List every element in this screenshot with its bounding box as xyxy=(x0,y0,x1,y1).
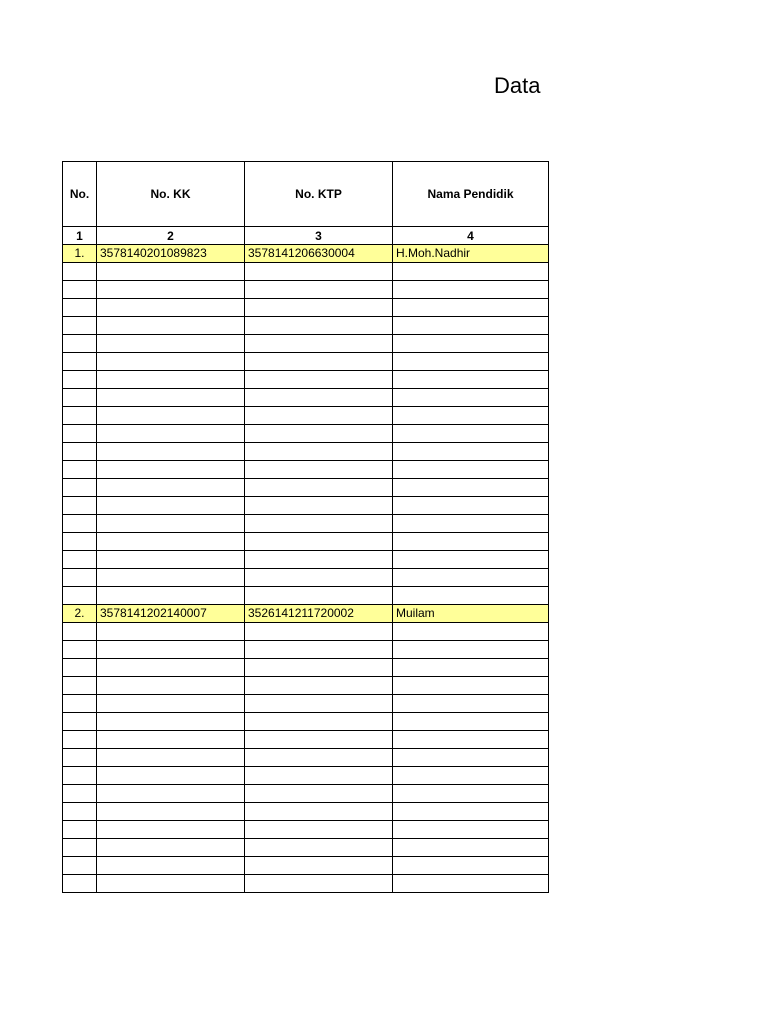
ktp-cell xyxy=(245,551,393,569)
ktp-cell xyxy=(245,281,393,299)
table-row xyxy=(63,281,549,299)
nama-cell xyxy=(393,371,549,389)
ktp-cell xyxy=(245,857,393,875)
ktp-cell xyxy=(245,821,393,839)
kk-cell xyxy=(97,695,245,713)
nama-cell xyxy=(393,353,549,371)
ktp-cell xyxy=(245,677,393,695)
table-row xyxy=(63,515,549,533)
row-number-cell xyxy=(63,353,97,371)
ktp-cell xyxy=(245,749,393,767)
nama-cell xyxy=(393,497,549,515)
row-number-cell xyxy=(63,479,97,497)
row-number-cell xyxy=(63,731,97,749)
kk-cell xyxy=(97,677,245,695)
table-row xyxy=(63,479,549,497)
kk-cell xyxy=(97,533,245,551)
table-row xyxy=(63,551,549,569)
kk-cell xyxy=(97,821,245,839)
ktp-cell xyxy=(245,317,393,335)
nama-cell xyxy=(393,803,549,821)
row-number-cell xyxy=(63,677,97,695)
nama-cell xyxy=(393,281,549,299)
ktp-cell xyxy=(245,299,393,317)
ktp-cell xyxy=(245,785,393,803)
column-number: 3 xyxy=(245,227,393,245)
nama-cell xyxy=(393,533,549,551)
row-number-cell xyxy=(63,659,97,677)
kk-cell xyxy=(97,353,245,371)
row-number-cell xyxy=(63,587,97,605)
header-no-kk: No. KK xyxy=(97,162,245,227)
table-row xyxy=(63,839,549,857)
row-number-cell xyxy=(63,785,97,803)
table-row xyxy=(63,677,549,695)
table-row xyxy=(63,371,549,389)
kk-cell xyxy=(97,299,245,317)
row-number-cell xyxy=(63,875,97,893)
kk-cell xyxy=(97,713,245,731)
table-row xyxy=(63,299,549,317)
ktp-cell xyxy=(245,731,393,749)
nama-cell xyxy=(393,785,549,803)
row-number-cell xyxy=(63,695,97,713)
row-number-cell xyxy=(63,569,97,587)
ktp-cell xyxy=(245,497,393,515)
kk-cell xyxy=(97,515,245,533)
kk-cell xyxy=(97,425,245,443)
ktp-cell xyxy=(245,353,393,371)
page-title: Data xyxy=(494,73,541,98)
kk-cell xyxy=(97,587,245,605)
nama-cell xyxy=(393,695,549,713)
row-number-cell xyxy=(63,299,97,317)
ktp-cell xyxy=(245,479,393,497)
kk-cell xyxy=(97,443,245,461)
nama-cell xyxy=(393,623,549,641)
table-row xyxy=(63,263,549,281)
ktp-cell xyxy=(245,641,393,659)
nama-cell xyxy=(393,299,549,317)
nama-cell xyxy=(393,659,549,677)
nama-cell xyxy=(393,425,549,443)
table-row xyxy=(63,425,549,443)
kk-cell xyxy=(97,785,245,803)
nama-cell xyxy=(393,587,549,605)
row-number-cell xyxy=(63,749,97,767)
row-number-cell xyxy=(63,551,97,569)
ktp-cell: 3578141206630004 xyxy=(245,245,393,263)
ktp-cell xyxy=(245,425,393,443)
table-row xyxy=(63,407,549,425)
table-row xyxy=(63,533,549,551)
table-row xyxy=(63,821,549,839)
nama-cell xyxy=(393,443,549,461)
nama-cell xyxy=(393,641,549,659)
row-number-cell xyxy=(63,335,97,353)
kk-cell xyxy=(97,335,245,353)
row-number-cell xyxy=(63,371,97,389)
nama-cell xyxy=(393,461,549,479)
data-table xyxy=(62,161,549,893)
ktp-cell xyxy=(245,659,393,677)
table-row xyxy=(63,659,549,677)
table-row xyxy=(63,389,549,407)
table-row xyxy=(63,623,549,641)
ktp-cell xyxy=(245,533,393,551)
ktp-cell xyxy=(245,461,393,479)
row-number-cell xyxy=(63,623,97,641)
row-number-cell xyxy=(63,803,97,821)
nama-cell xyxy=(393,875,549,893)
ktp-cell xyxy=(245,875,393,893)
ktp-cell xyxy=(245,839,393,857)
row-number-cell xyxy=(63,497,97,515)
table-row xyxy=(63,803,549,821)
ktp-cell xyxy=(245,515,393,533)
table-row xyxy=(63,497,549,515)
kk-cell xyxy=(97,875,245,893)
row-number-cell xyxy=(63,641,97,659)
nama-cell xyxy=(393,713,549,731)
kk-cell xyxy=(97,803,245,821)
header-no: No. xyxy=(63,162,97,227)
ktp-cell xyxy=(245,713,393,731)
nama-cell: Muilam xyxy=(393,605,549,623)
column-number-row xyxy=(63,227,549,245)
kk-cell xyxy=(97,839,245,857)
row-number-cell xyxy=(63,767,97,785)
row-number-cell xyxy=(63,281,97,299)
ktp-cell xyxy=(245,569,393,587)
row-number-cell xyxy=(63,839,97,857)
table-row xyxy=(63,317,549,335)
row-number-cell xyxy=(63,425,97,443)
ktp-cell xyxy=(245,767,393,785)
column-number: 4 xyxy=(393,227,549,245)
ktp-cell xyxy=(245,623,393,641)
kk-cell xyxy=(97,479,245,497)
kk-cell: 3578140201089823 xyxy=(97,245,245,263)
nama-cell xyxy=(393,839,549,857)
nama-cell xyxy=(393,821,549,839)
ktp-cell xyxy=(245,389,393,407)
column-number: 1 xyxy=(63,227,97,245)
kk-cell xyxy=(97,281,245,299)
kk-cell xyxy=(97,731,245,749)
row-number-cell xyxy=(63,857,97,875)
table-row xyxy=(63,731,549,749)
kk-cell xyxy=(97,857,245,875)
table-row xyxy=(63,767,549,785)
kk-cell: 3578141202140007 xyxy=(97,605,245,623)
nama-cell xyxy=(393,767,549,785)
table-row xyxy=(63,605,549,623)
nama-cell xyxy=(393,551,549,569)
row-number-cell xyxy=(63,461,97,479)
row-number-cell xyxy=(63,317,97,335)
row-number-cell xyxy=(63,713,97,731)
header-no-ktp: No. KTP xyxy=(245,162,393,227)
ktp-cell xyxy=(245,335,393,353)
row-number-cell xyxy=(63,407,97,425)
nama-cell xyxy=(393,857,549,875)
kk-cell xyxy=(97,767,245,785)
kk-cell xyxy=(97,407,245,425)
row-number-cell xyxy=(63,533,97,551)
nama-cell xyxy=(393,749,549,767)
ktp-cell xyxy=(245,587,393,605)
nama-cell xyxy=(393,731,549,749)
nama-cell xyxy=(393,515,549,533)
header-nama-pendidik: Nama Pendidik xyxy=(393,162,549,227)
nama-cell: H.Moh.Nadhir xyxy=(393,245,549,263)
table-row xyxy=(63,857,549,875)
kk-cell xyxy=(97,569,245,587)
header-row xyxy=(63,162,549,227)
nama-cell xyxy=(393,317,549,335)
table-row xyxy=(63,245,549,263)
kk-cell xyxy=(97,623,245,641)
table-row xyxy=(63,641,549,659)
ktp-cell xyxy=(245,371,393,389)
nama-cell xyxy=(393,263,549,281)
kk-cell xyxy=(97,749,245,767)
nama-cell xyxy=(393,389,549,407)
ktp-cell: 3526141211720002 xyxy=(245,605,393,623)
row-number-cell xyxy=(63,389,97,407)
table-row xyxy=(63,713,549,731)
nama-cell xyxy=(393,335,549,353)
table-body xyxy=(63,245,549,893)
kk-cell xyxy=(97,641,245,659)
table-row xyxy=(63,785,549,803)
row-number-cell: 1. xyxy=(63,245,97,263)
table-row xyxy=(63,587,549,605)
ktp-cell xyxy=(245,443,393,461)
table-row xyxy=(63,335,549,353)
table-row xyxy=(63,443,549,461)
kk-cell xyxy=(97,461,245,479)
kk-cell xyxy=(97,371,245,389)
kk-cell xyxy=(97,317,245,335)
nama-cell xyxy=(393,479,549,497)
row-number-cell xyxy=(63,443,97,461)
kk-cell xyxy=(97,263,245,281)
ktp-cell xyxy=(245,803,393,821)
table-row xyxy=(63,569,549,587)
table-row xyxy=(63,461,549,479)
table-row xyxy=(63,749,549,767)
table-row xyxy=(63,353,549,371)
kk-cell xyxy=(97,659,245,677)
nama-cell xyxy=(393,407,549,425)
nama-cell xyxy=(393,677,549,695)
row-number-cell xyxy=(63,821,97,839)
ktp-cell xyxy=(245,407,393,425)
column-number: 2 xyxy=(97,227,245,245)
nama-cell xyxy=(393,569,549,587)
row-number-cell xyxy=(63,515,97,533)
row-number-cell: 2. xyxy=(63,605,97,623)
table-row xyxy=(63,875,549,893)
row-number-cell xyxy=(63,263,97,281)
kk-cell xyxy=(97,497,245,515)
table-row xyxy=(63,695,549,713)
kk-cell xyxy=(97,551,245,569)
ktp-cell xyxy=(245,263,393,281)
ktp-cell xyxy=(245,695,393,713)
kk-cell xyxy=(97,389,245,407)
